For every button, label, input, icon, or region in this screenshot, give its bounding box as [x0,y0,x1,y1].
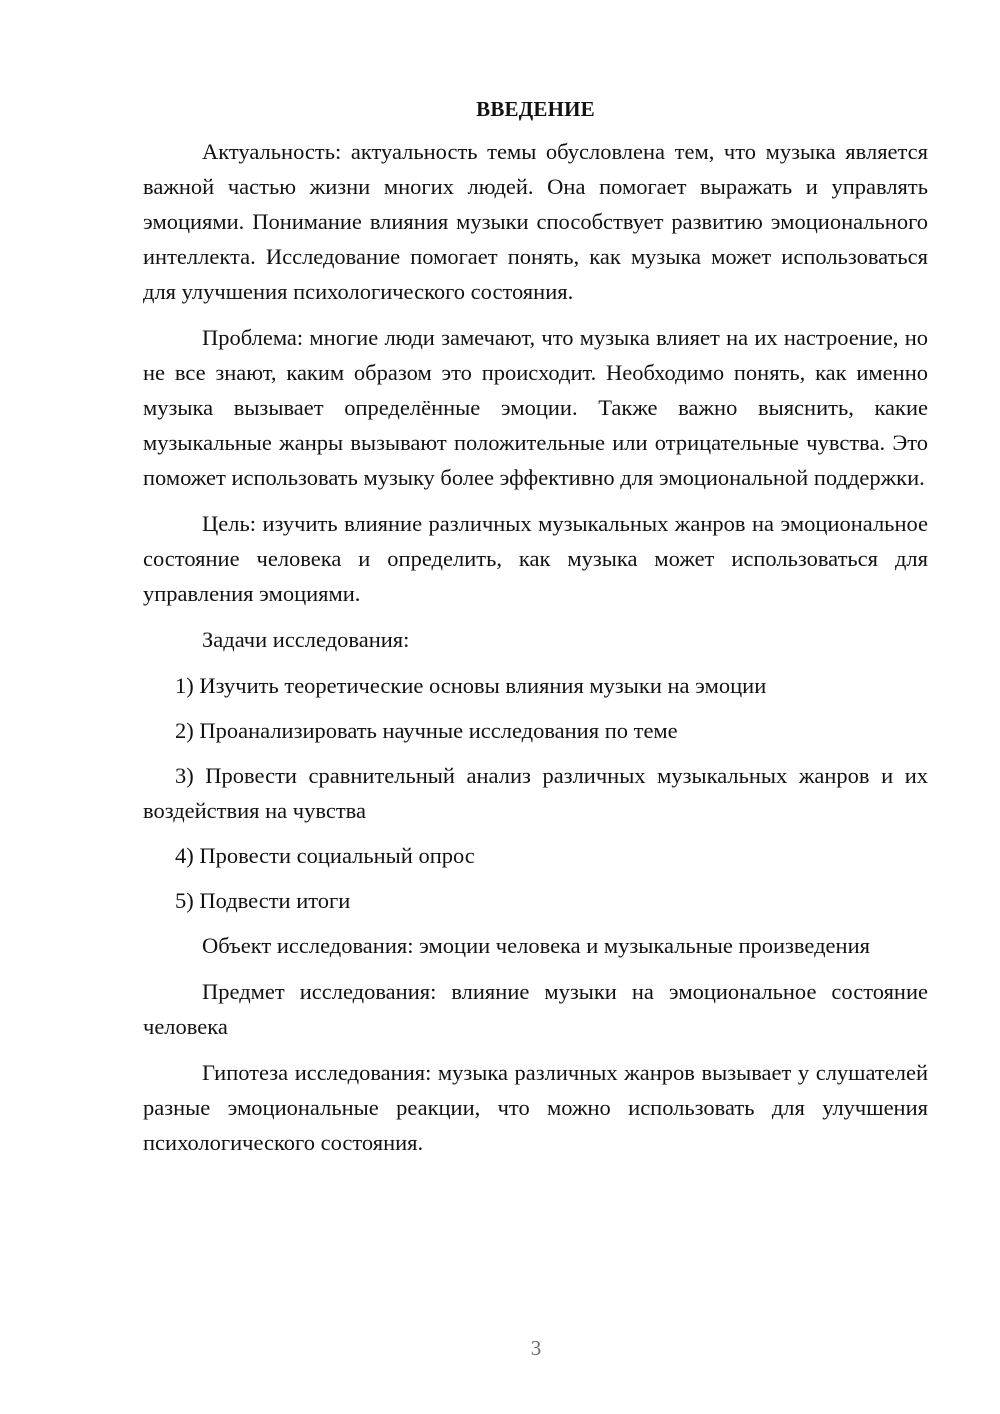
task-item-3: 3) Провести сравнительный анализ различных музыкальных жанров и их воздействия на чувства [143,763,928,823]
task-item-4: 4) Провести социальный опрос [175,843,475,868]
paragraph-relevance: Актуальность: актуальность темы обусловлена тем, что музыка является важной частью жизни многих людей. Она помогает выражать и управлять эмоциями. Понимание влияния музыки способствует развитию эмоционального интеллекта. Исследование помогает понять, как музыка может использоваться для улучшения психологического состояния. [143,139,928,304]
task-item-5: 5) Подвести итоги [175,888,351,913]
paragraph-object: Объект исследования: эмоции человека и музыкальные произведения [202,933,870,958]
section-title: ВВЕДЕНИЕ [476,97,595,121]
paragraph-goal: Цель: изучить влияние различных музыкальных жанров на эмоциональное состояние человека и определить, как музыка может использоваться для управления эмоциями. [143,511,928,606]
page-number: 3 [530,1336,542,1360]
paragraph-subject: Предмет исследования: влияние музыки на эмоциональное состояние человека [143,979,928,1039]
page-content [143,92,928,1171]
paragraph-tasks-heading: Задачи исследования: [202,627,410,652]
task-item-2: 2) Проанализировать научные исследования по теме [175,718,678,743]
paragraph-hypothesis: Гипотеза исследования: музыка различных жанров вызывает у слушателей разные эмоциональные реакции, что можно использовать для улучшения психологического состояния. [143,1060,928,1155]
paragraph-problem: Проблема: многие люди замечают, что музыка влияет на их настроение, но не все знают, каким образом это происходит. Необходимо понять, как именно музыка вызывает определённые эмоции. Также важно выяснить, какие музыкальные жанры вызывают положительные или отрицательные чувства. Это поможет использовать музыку более эффективно для эмоциональной поддержки. [143,325,928,490]
task-item-1: 1) Изучить теоретические основы влияния музыки на эмоции [175,673,767,698]
